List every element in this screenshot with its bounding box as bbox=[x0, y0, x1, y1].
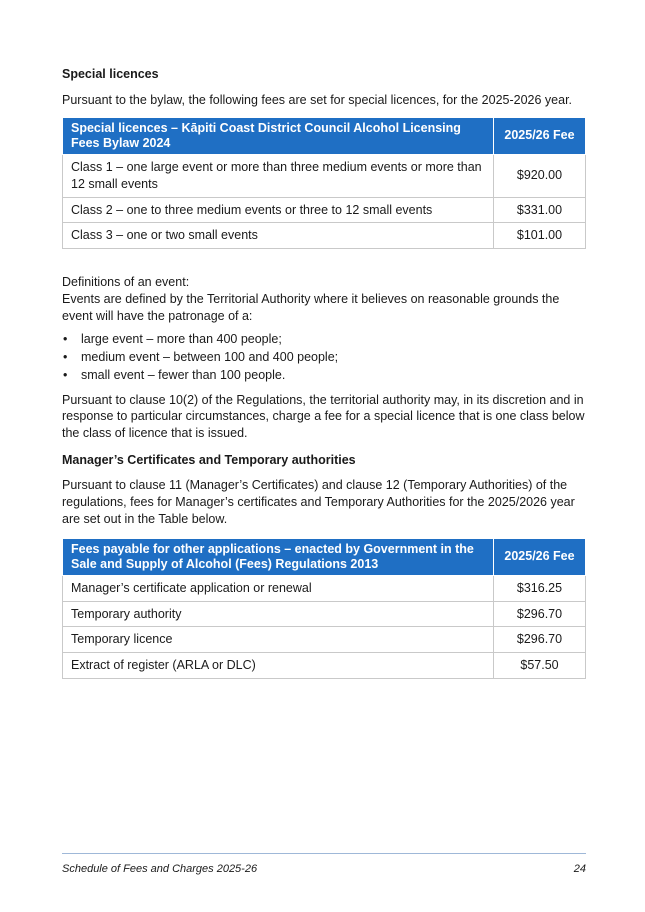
row-fee: $331.00 bbox=[494, 197, 586, 223]
other-table-header: Fees payable for other applications – enacted by Government in the Sale and Supply of Alcohol (Fees) Regulations 2013 bbox=[63, 538, 494, 575]
row-fee: $316.25 bbox=[494, 575, 586, 601]
other-applications-table bbox=[62, 538, 586, 680]
row-label: Temporary licence bbox=[63, 627, 494, 653]
page-number: 24 bbox=[573, 863, 586, 875]
row-label: Class 2 – one to three medium events or three to 12 small events bbox=[63, 197, 494, 223]
row-label: Class 1 – one large event or more than three medium events or more than 12 small events bbox=[63, 154, 494, 197]
table-row bbox=[63, 197, 586, 223]
special-licences-heading: Special licences bbox=[62, 67, 159, 81]
row-fee: $296.70 bbox=[494, 601, 586, 627]
row-fee: $101.00 bbox=[494, 223, 586, 249]
special-table-fee-header: 2025/26 Fee bbox=[494, 117, 586, 154]
special-licences-intro: Pursuant to the bylaw, the following fees are set for special licences, for the 2025-2026 year. bbox=[62, 92, 573, 107]
footer-divider bbox=[62, 853, 586, 854]
clause-paragraph: Pursuant to clause 10(2) of the Regulations, the territorial authority may, in its discretion and in response to particular circumstances, charge a fee for a special licence that is one class below the class of licence that is issued. bbox=[62, 392, 585, 441]
table-row bbox=[63, 627, 586, 653]
row-label: Temporary authority bbox=[63, 601, 494, 627]
table-row bbox=[63, 601, 586, 627]
list-item: • large event – more than 400 people; bbox=[62, 331, 586, 348]
table-row bbox=[63, 223, 586, 249]
table-header-row bbox=[63, 117, 586, 154]
table-row bbox=[63, 653, 586, 679]
special-table-header: Special licences – Kāpiti Coast District Council Alcohol Licensing Fees Bylaw 2024 bbox=[63, 117, 494, 154]
event-size-list bbox=[62, 331, 586, 384]
row-fee: $920.00 bbox=[494, 154, 586, 197]
row-label: Extract of register (ARLA or DLC) bbox=[63, 653, 494, 679]
table-row bbox=[63, 154, 586, 197]
list-item: • medium event – between 100 and 400 people; bbox=[62, 349, 586, 366]
row-fee: $57.50 bbox=[494, 653, 586, 679]
document-page bbox=[62, 60, 586, 679]
manager-certificates-heading: Manager’s Certificates and Temporary authorities bbox=[62, 453, 356, 468]
list-item: • small event – fewer than 100 people. bbox=[62, 367, 586, 384]
other-table-fee-header: 2025/26 Fee bbox=[494, 538, 586, 575]
definitions-title: Definitions of an event: bbox=[62, 275, 190, 290]
definitions-text: Events are defined by the Territorial Authority where it believes on reasonable grounds the event will have the patronage of a: bbox=[62, 292, 560, 323]
row-fee: $296.70 bbox=[494, 627, 586, 653]
table-row bbox=[63, 575, 586, 601]
table-header-row bbox=[63, 538, 586, 575]
manager-certificates-intro: Pursuant to clause 11 (Manager’s Certificates) and clause 12 (Temporary Authorities) of the regulations, fees for Manager’s certificates and Temporary Authorities for the 2025/2026 year are set out in the Table below. bbox=[62, 478, 575, 526]
special-licences-table bbox=[62, 117, 586, 250]
row-label: Class 3 – one or two small events bbox=[63, 223, 494, 249]
footer-title: Schedule of Fees and Charges 2025-26 bbox=[62, 863, 258, 875]
row-label: Manager’s certificate application or renewal bbox=[63, 575, 494, 601]
